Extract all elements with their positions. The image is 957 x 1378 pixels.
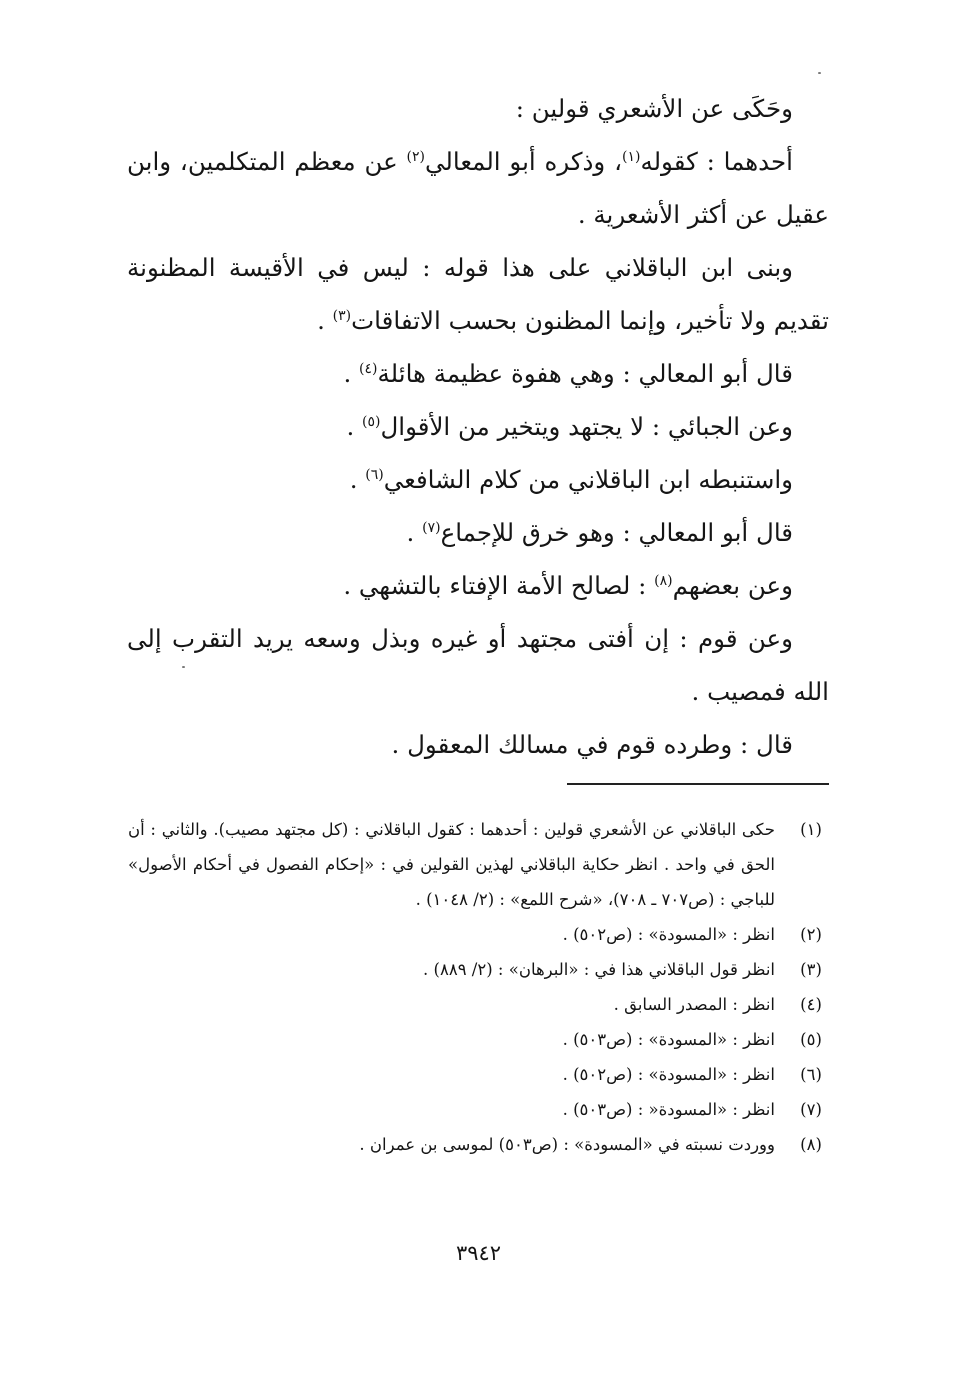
footnote-ref-1[interactable]: (١) xyxy=(621,148,641,165)
paragraph-5-text-b: . xyxy=(346,412,363,441)
footnote-number: (٧) xyxy=(800,1100,822,1119)
footnote-text: انظر : المصدر السابق . xyxy=(613,995,775,1014)
paragraph-5-text-a: وعن الجبائي : لا يجتهد ويتخير من الأقوال xyxy=(380,412,793,441)
footnote-ref-2[interactable]: (٢) xyxy=(406,148,425,165)
paragraph-1 xyxy=(127,82,829,135)
footnote-7 xyxy=(128,1092,833,1127)
footnote-ref-7[interactable]: (٧) xyxy=(422,519,441,536)
footnote-number: (٣) xyxy=(800,960,822,979)
paragraph-5 xyxy=(127,400,829,453)
paragraph-4-text-a: قال أبو المعالي : وهي هفوة عظيمة هائلة xyxy=(377,359,793,388)
paragraph-8-text-b: : لصالح الأمة الإفتاء بالتشهي . xyxy=(343,571,655,600)
paragraph-8-text-a: وعن بعضهم xyxy=(672,571,793,600)
paragraph-8 xyxy=(127,559,829,612)
paragraph-3-text-b: . xyxy=(317,306,333,335)
footnote-3 xyxy=(128,952,833,987)
footnote-text: انظر : «المسودة» : (ص٥٠٢) . xyxy=(562,925,775,944)
footnote-ref-8[interactable]: (٨) xyxy=(654,572,673,589)
paragraph-4-text-b: . xyxy=(343,359,360,388)
footnote-text: حكى الباقلاني عن الأشعري قولين : أحدهما : كقول الباقلاني : (كل مجتهد مصيب). والثاني : أن الحق في واحد . انظر حكاية الباقلاني لهذين القولين في : «إحكام الفصول في أحكام الأصول» للباجي : (ص٧٠٧ ـ ٧٠٨)، «شرح اللمع» : (٢/ ١٠٤٨) . xyxy=(128,820,775,909)
footnote-number: (٨) xyxy=(800,1135,822,1154)
footnote-1 xyxy=(128,812,833,917)
paragraph-6 xyxy=(127,453,829,506)
paragraph-10-text: قال : وطرده قوم في مسالك المعقول . xyxy=(391,730,793,759)
footnote-number: (٢) xyxy=(800,925,822,944)
footnote-text: انظر : «المسودة« : (ص٥٠٣) . xyxy=(562,1100,775,1119)
paragraph-9 xyxy=(127,612,829,718)
paragraph-3 xyxy=(127,241,829,347)
footnote-4 xyxy=(128,987,833,1022)
paragraph-4 xyxy=(127,347,829,400)
footnotes-list xyxy=(128,812,833,1162)
paragraph-1-text: وحَكَى عن الأشعري قولين : xyxy=(515,94,793,123)
footnote-number: (٦) xyxy=(800,1065,822,1084)
footnote-2 xyxy=(128,917,833,952)
paragraph-10 xyxy=(127,718,829,771)
footnote-number: (٤) xyxy=(800,995,822,1014)
footnote-ref-6[interactable]: (٦) xyxy=(365,466,384,483)
footnote-6 xyxy=(128,1057,833,1092)
page-number: ٣٩٤٢ xyxy=(455,1241,502,1265)
paragraph-6-text-b: . xyxy=(349,465,366,494)
paragraph-2-text-a: أحدهما : كقوله xyxy=(640,147,793,176)
scan-speck xyxy=(182,666,185,668)
main-text xyxy=(127,82,829,771)
paragraph-2-text-c: عن معظم المتكلمين، وابن عقيل عن أكثر الأشعرية . xyxy=(127,147,829,229)
footnote-text: انظر قول الباقلاني هذا في : «البرهان» : (٢/ ٨٨٩) . xyxy=(423,960,775,979)
paragraph-2-text-b: ، وذكره أبو المعالي xyxy=(425,147,622,176)
paragraph-6-text-a: واستنبطه ابن الباقلاني من كلام الشافعي xyxy=(383,465,793,494)
paragraph-2 xyxy=(127,135,829,241)
footnote-number: (١) xyxy=(800,820,822,839)
footnote-5 xyxy=(128,1022,833,1057)
footnote-text: انظر : «المسودة» : (ص٥٠٣) . xyxy=(562,1030,775,1049)
footnote-ref-4[interactable]: (٤) xyxy=(359,360,378,377)
footnote-ref-3[interactable]: (٣) xyxy=(332,307,352,324)
paragraph-9-text: وعن قوم : إن أفتى مجتهد أو غيره وبذل وسعه يريد التقرب إلى الله فمصيب . xyxy=(127,624,829,706)
paragraph-7 xyxy=(127,506,829,559)
footnote-text: ووردت نسبته في «المسودة» : (ص٥٠٣) لموسى بن عمران . xyxy=(359,1135,775,1154)
paragraph-3-text-a: وبنى ابن الباقلاني على هذا قوله : ليس في الأقيسة المظنونة تقديم ولا تأخير، وإنما المظنون بحسب الاتفاقات xyxy=(127,253,829,335)
footnote-text: انظر : «المسودة» : (ص٥٠٢) . xyxy=(562,1065,775,1084)
footnote-ref-5[interactable]: (٥) xyxy=(362,413,381,430)
scan-speck xyxy=(818,72,821,74)
paragraph-7-text-b: . xyxy=(406,518,423,547)
paragraph-7-text-a: قال أبو المعالي : وهو خرق للإجماع xyxy=(440,518,793,547)
footnote-8 xyxy=(128,1127,833,1162)
footnote-number: (٥) xyxy=(800,1030,822,1049)
footnote-divider xyxy=(567,783,829,785)
